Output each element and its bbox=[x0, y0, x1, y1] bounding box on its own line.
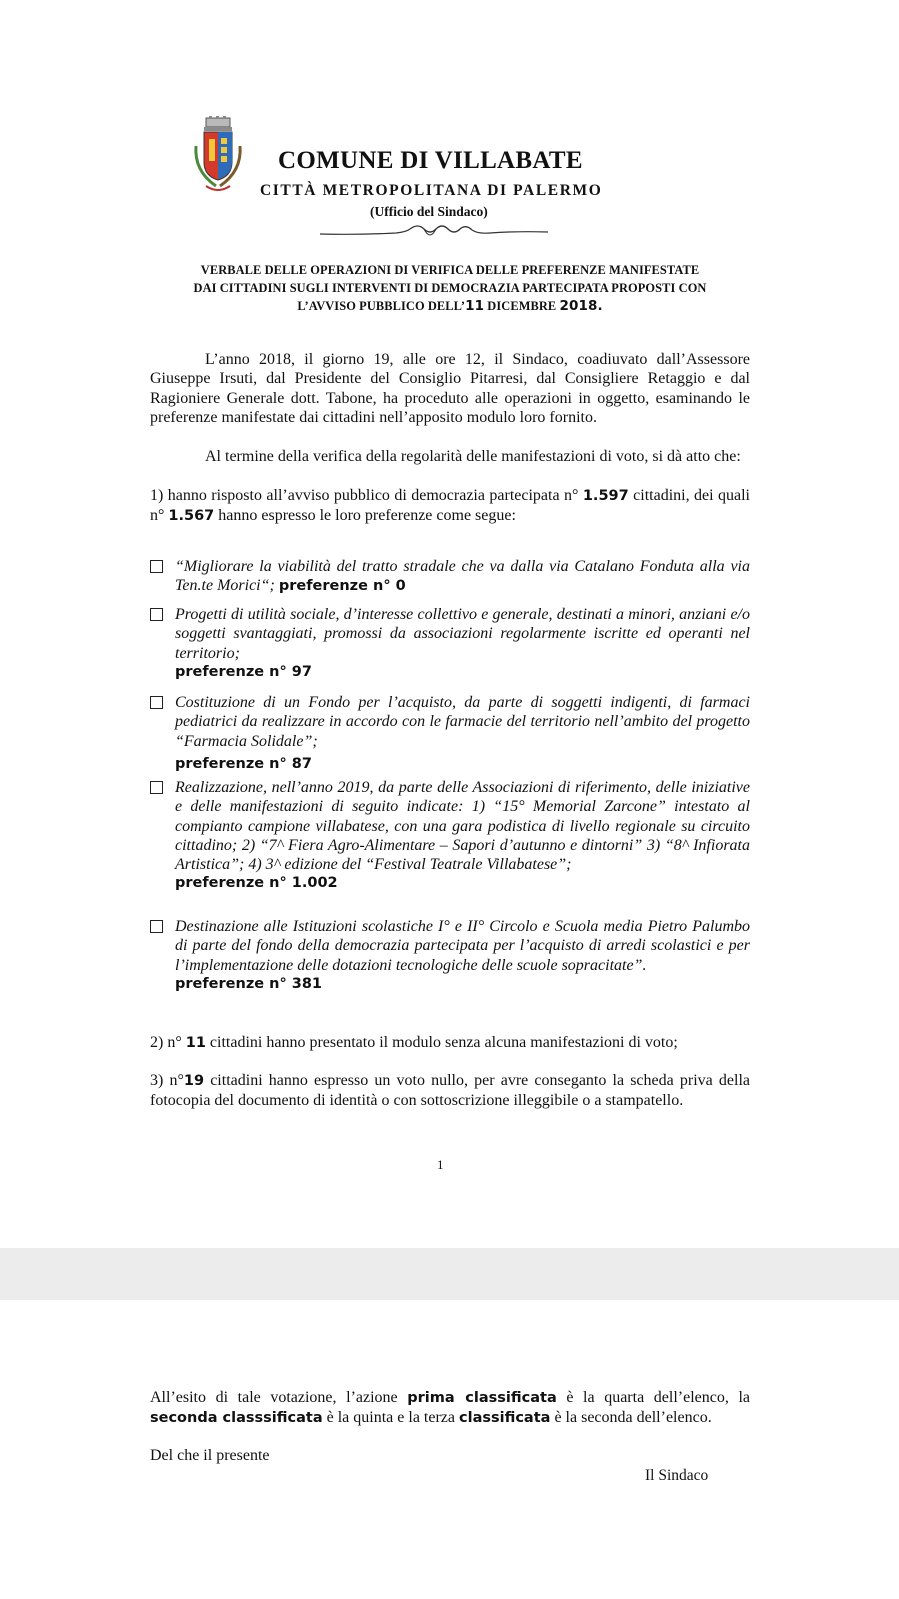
flourish-divider-icon bbox=[318, 221, 550, 243]
citta-subtitle: CITTÀ METROPOLITANA DI PALERMO bbox=[260, 182, 603, 199]
checkbox-icon bbox=[150, 608, 163, 621]
checkbox-icon bbox=[150, 781, 163, 794]
list-item: Progetti di utilità sociale, d’interesse collettivo e generale, destinati a minori, anziani e/o soggetti svantaggiati, promossi da associazioni regolarmente iscritte ed operanti nel territorio; preferenze n° 97 bbox=[150, 605, 750, 682]
checkbox-icon bbox=[150, 560, 163, 573]
page-separator bbox=[0, 1248, 899, 1300]
list-item: Destinazione alle Istituzioni scolastiche I° e II° Circolo e Scuola media Pietro Palumbo di parte del fondo della democrazia partecipata per l’acquisto di arredi scolastici e per l’implementazione delle dotazioni tecnologiche delle scuole sopracitate”. preferenze n° 381 bbox=[150, 917, 750, 994]
checkbox-icon bbox=[150, 920, 163, 933]
risposte-paragraph: 1) hanno risposto all’avviso pubblico di democrazia partecipata n° 1.597 cittadini, dei quali n° 1.567 hanno espresso le loro preferenze come segue: bbox=[150, 487, 750, 525]
verifica-paragraph: Al termine della verifica della regolarità delle manifestazioni di voto, si dà atto che: bbox=[205, 448, 741, 465]
chiusura-line: Del che il presente bbox=[150, 1447, 270, 1464]
comune-title: COMUNE DI VILLABATE bbox=[278, 147, 583, 174]
list-item: “Migliorare la viabilità del tratto stradale che va dalla via Catalano Fonduta alla via Ten.te Morici“; preferenze n° 0 bbox=[150, 557, 750, 597]
municipal-crest-icon bbox=[192, 116, 244, 194]
list-item: Costituzione di un Fondo per l’acquisto, da parte di soggetti indigenti, di farmaci pediatrici da realizzare in accordo con le farmacie del territorio nell’ambito del progetto “Farmacia Solidale”; preferenze n° 87 bbox=[150, 693, 750, 774]
document-title: VERBALE DELLE OPERAZIONI DI VERIFICA DELLE PREFERENZE MANIFESTATE DAI CITTADINI SUGLI INTERVENTI DI DEMOCRAZIA PARTECIPATA PROPOSTI CON L’AVVISO PUBBLICO DELL’11 DICEMBRE 2018. bbox=[193, 263, 707, 314]
esito-paragraph: All’esito di tale votazione, l’azione prima classificata è la quarta dell’elenco, la seconda classsificata è la quinta e la terza classificata è la seconda dell’elenco. bbox=[150, 1389, 751, 1427]
intro-paragraph: L’anno 2018, il giorno 19, alle ore 12, il Sindaco, coadiuvato dall’Assessore Giuseppe Irsuti, dal Presidente del Consiglio Pitarresi, dal Consigliere Retaggio e dal Ragioniere Generale dott. Tabone, ha proceduto alle operazioni in oggetto, esaminando le preferenze manifestate dai cittadini nell’apposito modulo loro fornito. bbox=[150, 351, 750, 426]
firma-sindaco: Il Sindaco bbox=[645, 1467, 709, 1484]
page-number: 1 bbox=[437, 1157, 444, 1172]
ufficio-label: (Ufficio del Sindaco) bbox=[370, 204, 488, 219]
list-item: Realizzazione, nell’anno 2019, da parte delle Associazioni di riferimento, delle iniziative e delle manifestazioni di seguito indicate: 1) “15° Memorial Zarcone” intestato al compianto campione villabatese, con una gara podistica di livello regionale su circuito cittadino; 2) “7^ Fiera Agro-Alimentare – Sapori d’autunno e dintorni” 3) “8^ Infiorata Artistica”; 4) 3^ edizione del “Festival Teatrale Villabatese”; preferenze n° 1.002 bbox=[150, 778, 750, 894]
punto-2-paragraph: 2) n° 11 cittadini hanno presentato il modulo senza alcuna manifestazioni di voto; bbox=[150, 1034, 678, 1051]
punto-3-paragraph: 3) n°19 cittadini hanno espresso un voto nullo, per avre conseganto la scheda priva della fotocopia del documento di identità o con sottoscrizione illeggibile o a stampatello. bbox=[150, 1072, 750, 1110]
checkbox-icon bbox=[150, 696, 163, 709]
